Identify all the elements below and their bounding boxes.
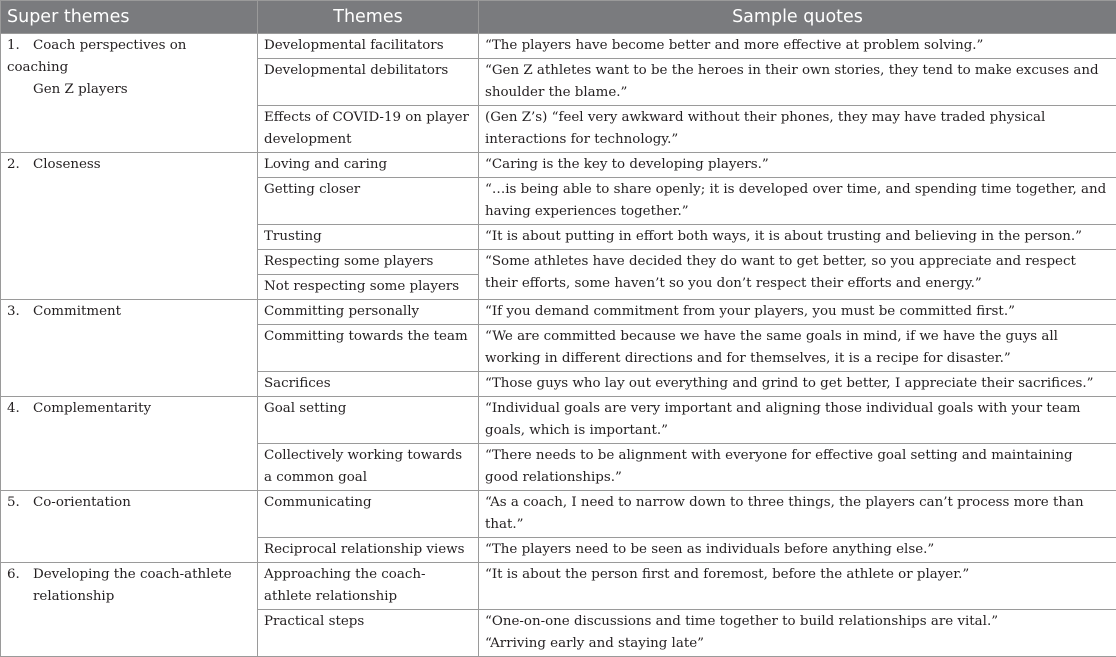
table-row bbox=[1, 34, 1116, 59]
theme-cell: Respecting some players bbox=[258, 250, 479, 275]
super-theme-label: Closeness bbox=[33, 157, 101, 172]
super-theme-label-cont: relationship bbox=[7, 586, 251, 608]
super-theme-label: Co-orientation bbox=[33, 495, 131, 510]
super-theme-label: Developing the coach-athlete bbox=[33, 567, 232, 582]
table-row bbox=[1, 491, 1116, 538]
theme-cell: Communicating bbox=[258, 491, 479, 538]
super-theme-label-cont: Gen Z players bbox=[7, 79, 251, 101]
super-theme-cell bbox=[1, 563, 258, 657]
table-row bbox=[1, 300, 1116, 325]
quote-cell: “The players have become better and more effective at problem solving.” bbox=[479, 34, 1116, 59]
super-theme-number: 1. bbox=[7, 35, 33, 57]
quote-cell: “As a coach, I need to narrow down to three things, the players can’t process more than that.” bbox=[479, 491, 1116, 538]
quote-cell: “The players need to be seen as individuals before anything else.” bbox=[479, 538, 1116, 563]
super-theme-cell bbox=[1, 491, 258, 563]
quote-cell: “Gen Z athletes want to be the heroes in their own stories, they tend to make excuses and shoulder the blame.” bbox=[479, 59, 1116, 106]
quote-cell: “If you demand commitment from your players, you must be committed first.” bbox=[479, 300, 1116, 325]
quote-line: “Arriving early and staying late” bbox=[485, 633, 1110, 655]
quote-cell: (Gen Z’s) “feel very awkward without their phones, they may have traded physical interactions for technology.” bbox=[479, 106, 1116, 153]
super-theme-label: Commitment bbox=[33, 304, 121, 319]
theme-cell: Loving and caring bbox=[258, 153, 479, 178]
super-theme-number: 4. bbox=[7, 398, 33, 420]
table-row bbox=[1, 563, 1116, 610]
theme-cell: Practical steps bbox=[258, 610, 479, 657]
super-theme-number: 5. bbox=[7, 492, 33, 514]
header-row bbox=[1, 1, 1116, 34]
quote-cell bbox=[479, 610, 1116, 657]
theme-cell: Trusting bbox=[258, 225, 479, 250]
theme-cell: Developmental debilitators bbox=[258, 59, 479, 106]
theme-cell: Committing towards the team bbox=[258, 325, 479, 372]
theme-cell: Developmental facilitators bbox=[258, 34, 479, 59]
quote-cell: “Individual goals are very important and aligning those individual goals with your team goals, which is important.” bbox=[479, 397, 1116, 444]
theme-cell: Committing personally bbox=[258, 300, 479, 325]
theme-cell: Reciprocal relationship views bbox=[258, 538, 479, 563]
quote-cell: “There needs to be alignment with everyone for effective goal setting and maintaining good relationships.” bbox=[479, 444, 1116, 491]
super-theme-number: 6. bbox=[7, 564, 33, 586]
theme-cell: Collectively working towards a common goal bbox=[258, 444, 479, 491]
header-super-themes: Super themes bbox=[1, 1, 258, 34]
quote-cell: “It is about the person first and foremost, before the athlete or player.” bbox=[479, 563, 1116, 610]
table-row bbox=[1, 153, 1116, 178]
theme-cell: Effects of COVID-19 on player development bbox=[258, 106, 479, 153]
theme-cell: Goal setting bbox=[258, 397, 479, 444]
table-row bbox=[1, 397, 1116, 444]
theme-cell: Sacrifices bbox=[258, 372, 479, 397]
super-theme-label: Coach perspectives on coaching bbox=[7, 38, 186, 75]
super-theme-label: Complementarity bbox=[33, 401, 151, 416]
super-theme-cell bbox=[1, 397, 258, 491]
quote-cell: “Some athletes have decided they do want to get better, so you appreciate and respect their efforts, some haven’t so you don’t respect their efforts and energy.” bbox=[479, 250, 1116, 300]
super-theme-number: 2. bbox=[7, 154, 33, 176]
super-theme-cell bbox=[1, 34, 258, 153]
theme-cell: Getting closer bbox=[258, 178, 479, 225]
quote-line: “One-on-one discussions and time together to build relationships are vital.” bbox=[485, 611, 1110, 633]
quote-cell: “We are committed because we have the same goals in mind, if we have the guys all working in different directions and for themselves, it is a recipe for disaster.” bbox=[479, 325, 1116, 372]
theme-cell: Approaching the coach-athlete relationship bbox=[258, 563, 479, 610]
super-theme-cell bbox=[1, 300, 258, 397]
quote-cell: “Those guys who lay out everything and grind to get better, I appreciate their sacrifices.” bbox=[479, 372, 1116, 397]
theme-cell: Not respecting some players bbox=[258, 275, 479, 300]
quote-cell: “Caring is the key to developing players.” bbox=[479, 153, 1116, 178]
header-themes: Themes bbox=[258, 1, 479, 34]
quote-cell: “It is about putting in effort both ways, it is about trusting and believing in the person.” bbox=[479, 225, 1116, 250]
super-theme-cell bbox=[1, 153, 258, 300]
quote-cell: “…is being able to share openly; it is developed over time, and spending time together, and having experiences together.” bbox=[479, 178, 1116, 225]
super-theme-number: 3. bbox=[7, 301, 33, 323]
header-sample-quotes: Sample quotes bbox=[479, 1, 1116, 34]
